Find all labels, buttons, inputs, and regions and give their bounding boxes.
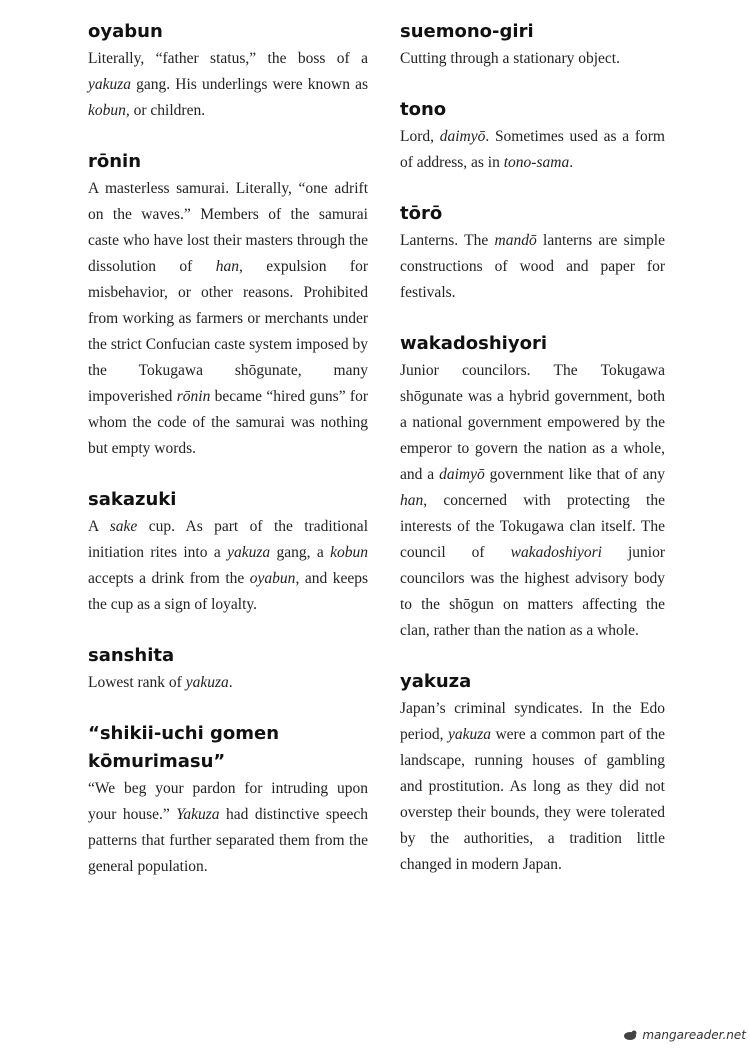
glossary-entry	[88, 148, 368, 462]
italic-term: mandō	[494, 232, 537, 249]
glossary-definition	[88, 46, 368, 124]
italic-term: kobun	[330, 544, 368, 561]
italic-term: yakuza	[185, 674, 229, 691]
italic-term: yakuza	[227, 544, 271, 561]
glossary-definition	[400, 228, 665, 306]
definition-text: government like that of any	[484, 466, 665, 483]
definition-text: Lanterns. The	[400, 232, 495, 249]
definition-text: accepts a drink from the	[88, 570, 250, 587]
italic-term: rōnin	[176, 388, 211, 405]
glossary-definition	[400, 696, 665, 878]
definition-text: junior councilors was the highest advisory body to the shōgun on matters affecting the clan, rather than the nation as a whole.	[400, 544, 665, 639]
italic-term: han	[215, 258, 239, 275]
definition-text: A masterless samurai. Literally, “one adrift on the waves.” Members of the samurai caste who have lost their masters through the dissolution of	[88, 180, 368, 275]
definition-text: .	[228, 674, 233, 691]
glossary-term: suemono-giri	[400, 21, 534, 42]
glossary-entry	[400, 18, 665, 72]
italic-term: daimyō	[439, 128, 486, 145]
glossary-entry	[400, 668, 665, 878]
glossary-entry	[88, 18, 368, 124]
definition-text: Literally, “father status,” the boss of a	[88, 50, 368, 67]
glossary-definition	[88, 176, 368, 462]
glossary-term: wakadoshiyori	[400, 333, 547, 354]
glossary-entry	[400, 96, 665, 176]
glossary-term: tono	[400, 99, 447, 120]
definition-text: A	[88, 518, 110, 535]
definition-text: became “hired guns” for whom the code of the samurai was nothing but empty words.	[88, 388, 369, 457]
definition-text: .	[569, 154, 574, 171]
glossary-definition	[400, 46, 665, 72]
glossary-definition	[400, 358, 665, 644]
definition-text: Lowest rank of	[88, 674, 186, 691]
glossary-term: yakuza	[400, 671, 472, 692]
glossary-term: oyabun	[88, 21, 163, 42]
glossary-term: rōnin	[88, 151, 142, 172]
italic-term: Yakuza	[176, 806, 220, 823]
definition-text: were a common part of the landscape, running houses of gambling and prostitution. As long as they did not overstep their bounds, they were tolerated by the authorities, a tradition little changed in modern Japan.	[400, 726, 665, 873]
glossary-definition	[88, 776, 368, 880]
italic-term: yakuza	[88, 76, 132, 93]
definition-text: Cutting through a stationary object.	[400, 50, 620, 67]
definition-text: , concerned with protecting the interests of the Tokugawa clan itself. The council of	[400, 492, 665, 561]
glossary-definition	[88, 670, 368, 696]
italic-term: yakuza	[447, 726, 491, 743]
glossary-entry	[400, 330, 665, 644]
definition-text: cup. As part of the traditional initiation rites into a	[88, 518, 368, 561]
glossary-entry	[88, 720, 368, 880]
glossary-entry	[88, 486, 368, 618]
definition-text: had distinctive speech patterns that further separated them from the general population.	[88, 806, 368, 875]
italic-term: han	[400, 492, 424, 509]
italic-term: daimyō	[439, 466, 485, 483]
manga-logo-icon	[623, 1029, 639, 1041]
watermark	[623, 1028, 746, 1042]
definition-text: Lord,	[400, 128, 440, 145]
glossary-entry	[400, 200, 665, 306]
glossary-definition	[88, 514, 368, 618]
definition-text: . Sometimes used as a form of address, as in	[400, 128, 665, 171]
italic-term: kobun,	[88, 102, 130, 119]
definition-text: , expulsion for misbehavior, or other reasons. Prohibited from working as farmers or merchants under the strict Confucian caste system imposed by the Tokugawa shōgunate, many impoverished	[88, 258, 368, 405]
definition-text: Japan’s criminal syndicates. In the Edo period,	[400, 700, 665, 743]
glossary-term: sanshita	[88, 645, 175, 666]
definition-text: or children.	[129, 102, 206, 119]
definition-text: gang, a	[270, 544, 331, 561]
definition-text: lanterns are simple constructions of wood and paper for festivals.	[400, 232, 665, 301]
glossary-left-column	[88, 18, 368, 904]
italic-term: wakadoshiyori	[510, 544, 602, 561]
glossary-term: tōrō	[400, 203, 443, 224]
glossary-definition	[400, 124, 665, 176]
watermark-text: mangareader.net	[642, 1028, 746, 1042]
italic-term: oyabun	[249, 570, 296, 587]
definition-text: , and keeps the cup as a sign of loyalty.	[88, 570, 368, 613]
italic-term: sake	[109, 518, 138, 535]
definition-text: “We beg your pardon for intruding upon your house.”	[88, 780, 368, 823]
glossary-right-column	[400, 18, 665, 902]
italic-term: tono-sama	[503, 154, 570, 171]
definition-text: gang. His underlings were known as	[131, 76, 368, 93]
definition-text: Junior councilors. The Tokugawa shōgunate was a hybrid government, both a national government empowered by the emperor to govern the nation as a whole, and a	[400, 362, 665, 483]
glossary-entry	[88, 642, 368, 696]
glossary-term: “shikii-uchi gomen kōmurimasu”	[88, 723, 280, 772]
glossary-term: sakazuki	[88, 489, 177, 510]
